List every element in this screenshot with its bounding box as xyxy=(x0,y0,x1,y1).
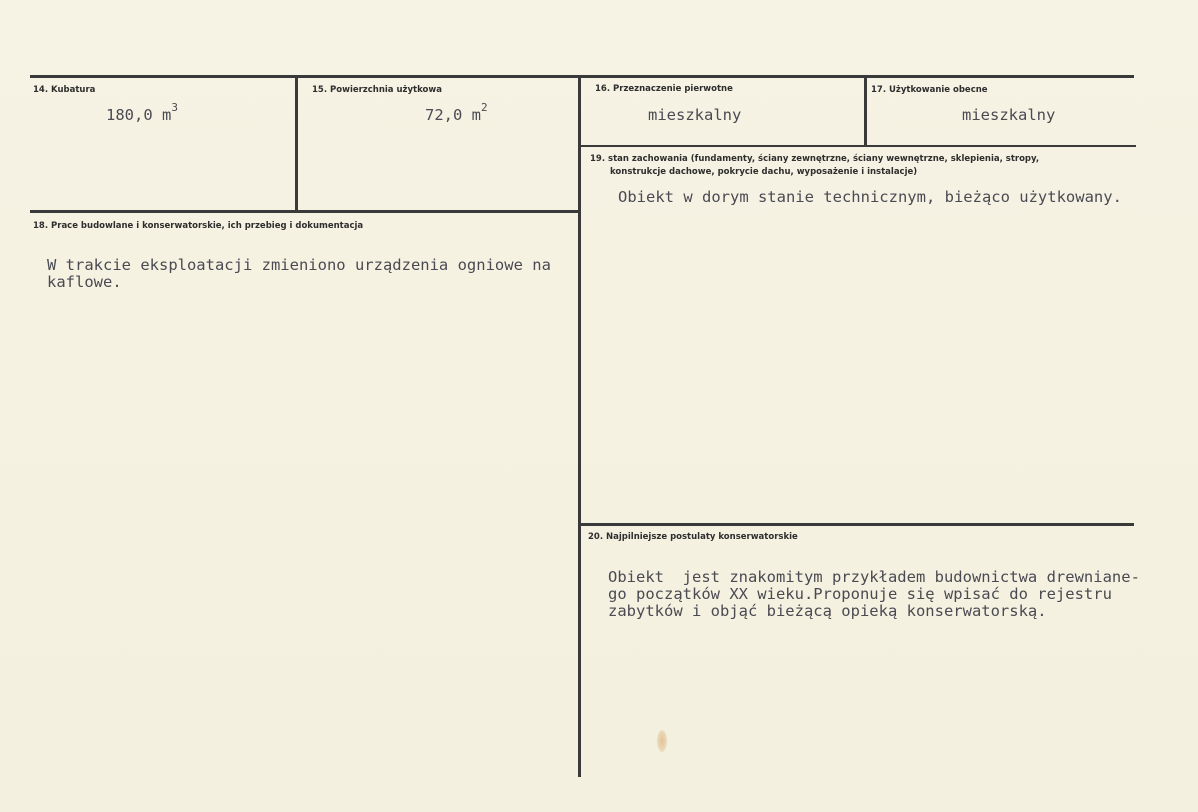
field-20-label: 20. Najpilniejsze postulaty konserwatorskie xyxy=(588,532,798,542)
kubatura-value-text: 180,0 m xyxy=(106,106,172,124)
field-17-label: 17. Użytkowanie obecne xyxy=(871,85,988,95)
field-14-value xyxy=(106,101,178,124)
field-15-label: 15. Powierzchnia użytkowa xyxy=(312,85,442,95)
paper-stain xyxy=(657,730,667,752)
field-20-line-1: Obiekt jest znakomitym przykładem budownictwa drewniane- xyxy=(608,568,1140,586)
field-19-value: Obiekt w dorym stanie technicznym, bieżąco użytkowany. xyxy=(618,188,1122,206)
field-18-line-2: kaflowe. xyxy=(47,273,122,291)
divider-16-17 xyxy=(864,75,867,146)
field-19-label-line-2: konstrukcje dachowe, pokrycie dachu, wyposażenie i instalacje) xyxy=(610,167,918,177)
field-14-label: 14. Kubatura xyxy=(33,85,96,95)
field-20-line-2: go początków XX wieku.Proponuje się wpisać do rejestru xyxy=(608,585,1112,603)
divider-14-15 xyxy=(295,75,298,212)
field-15-value xyxy=(425,101,488,124)
top-rule xyxy=(30,75,1134,78)
main-vertical-divider xyxy=(578,75,581,777)
kubatura-unit-exponent: 3 xyxy=(171,101,178,114)
field-20-line-3: zabytków i objąć bieżącą opieką konserwatorską. xyxy=(608,602,1047,620)
rule-below-16-17 xyxy=(580,145,1136,147)
field-18-line-1: W trakcie eksploatacji zmieniono urządzenia ogniowe na xyxy=(47,256,551,274)
field-16-label: 16. Przeznaczenie pierwotne xyxy=(595,84,733,94)
field-19-label-line-1: 19. stan zachowania (fundamenty, ściany zewnętrzne, ściany wewnętrzne, sklepienia, stropy, xyxy=(590,154,1040,164)
rule-below-14-15 xyxy=(30,210,580,213)
rule-above-20 xyxy=(580,523,1134,526)
field-16-value: mieszkalny xyxy=(648,106,742,124)
powierzchnia-unit-exponent: 2 xyxy=(481,101,488,114)
powierzchnia-value-text: 72,0 m xyxy=(425,106,481,124)
field-17-value: mieszkalny xyxy=(962,106,1056,124)
field-18-label: 18. Prace budowlane i konserwatorskie, ich przebieg i dokumentacja xyxy=(33,221,364,231)
